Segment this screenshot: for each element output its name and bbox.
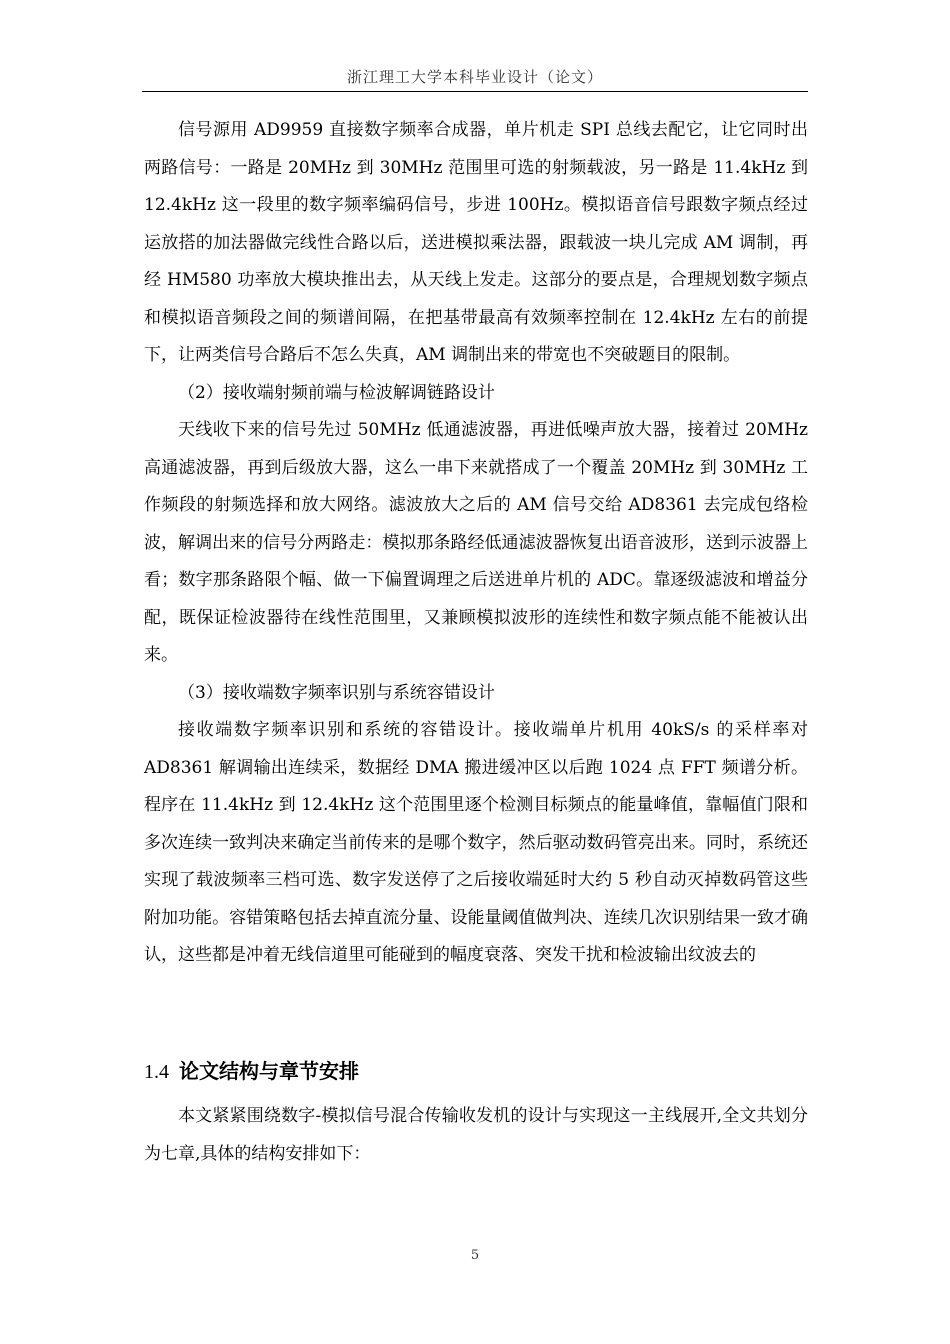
section-body-text [144, 1098, 808, 1173]
page-header-title: 浙江理工大学本科毕业设计（论文） [346, 68, 603, 86]
body-text [144, 112, 808, 975]
subheading-frequency-recognition: （3）接收端数字频率识别与系统容错设计 [178, 682, 495, 703]
paragraph-transmitter: 信号源用 AD9959 直接数字频率合成器，单片机走 SPI 总线去配它，让它同时出两路信号：一路是 20MHz 到 30MHz 范围里可选的射频载波，另一路是 11.4kHz 到 12.4kHz 这一段里的数字频率编码信号，步进 100Hz。模拟语音信号跟数字频点经过运放搭的加法器做完线性合路以后，送进模拟乘法器，跟载波一块儿完成 AM 调制，再经 HM580 功率放大模块推出去，从天线上发走。这部分的要点是，合理规划数字频点和模拟语音频段之间的频谱间隔，在把基带最高有效频率控制在 12.4kHz 左右的前提下，让两类信号合路后不怎么失真，AM 调制出来的带宽也不突破题目的限制。 [144, 120, 808, 365]
section-number: 1.4 [144, 1061, 169, 1083]
paragraph-receiver-frontend: 天线收下来的信号先过 50MHz 低通滤波器，再进低噪声放大器，接着过 20MHz 高通滤波器，再到后级放大器，这么一串下来就搭成了一个覆盖 20MHz 到 30MHz 工作频段的射频选择和放大网络。滤波放大之后的 AM 信号交给 AD8361 去完成包络检波，解调出来的信号分两路走：模拟那条路经低通滤波器恢复出语音波形，送到示波器上看；数字那条路限个幅、做一下偏置调理之后送进单片机的 ADC。靠逐级滤波和增益分配，既保证检波器待在线性范围里，又兼顾模拟波形的连续性和数字频点能不能被认出来。 [144, 420, 808, 665]
page-number: 5 [470, 1248, 480, 1263]
paragraph-frequency-recognition: 接收端数字频率识别和系统的容错设计。接收端单片机用 40kS/s 的采样率对 AD8361 解调输出连续采，数据经 DMA 搬进缓冲区以后跑 1024 点 FFT 频谱分析。程序在 11.4kHz 到 12.4kHz 这个范围里逐个检测目标频点的能量峰值，靠幅值门限和多次连续一致判决来确定当前传来的是哪个数字，然后驱动数码管亮出来。同时，系统还实现了载波频率三档可选、数字发送停了之后接收端延时大约 5 秒自动灭掉数码管这些附加功能。容错策略包括去掉直流分量、设能量阈值做判决、连续几次识别结果一致才确认，这些都是冲着无线信道里可能碰到的幅度衰落、突发干扰和检波输出纹波去的 [144, 720, 808, 965]
paragraph-structure: 本文紧紧围绕数字-模拟信号混合传输收发机的设计与实现这一主线展开,全文共划分为七章,具体的结构安排如下： [144, 1106, 808, 1164]
section-title: 论文结构与章节安排 [179, 1059, 359, 1083]
section-heading [144, 1056, 808, 1087]
subheading-receiver-frontend: （2）接收端射频前端与检波解调链路设计 [178, 382, 495, 403]
header-divider [142, 91, 808, 92]
